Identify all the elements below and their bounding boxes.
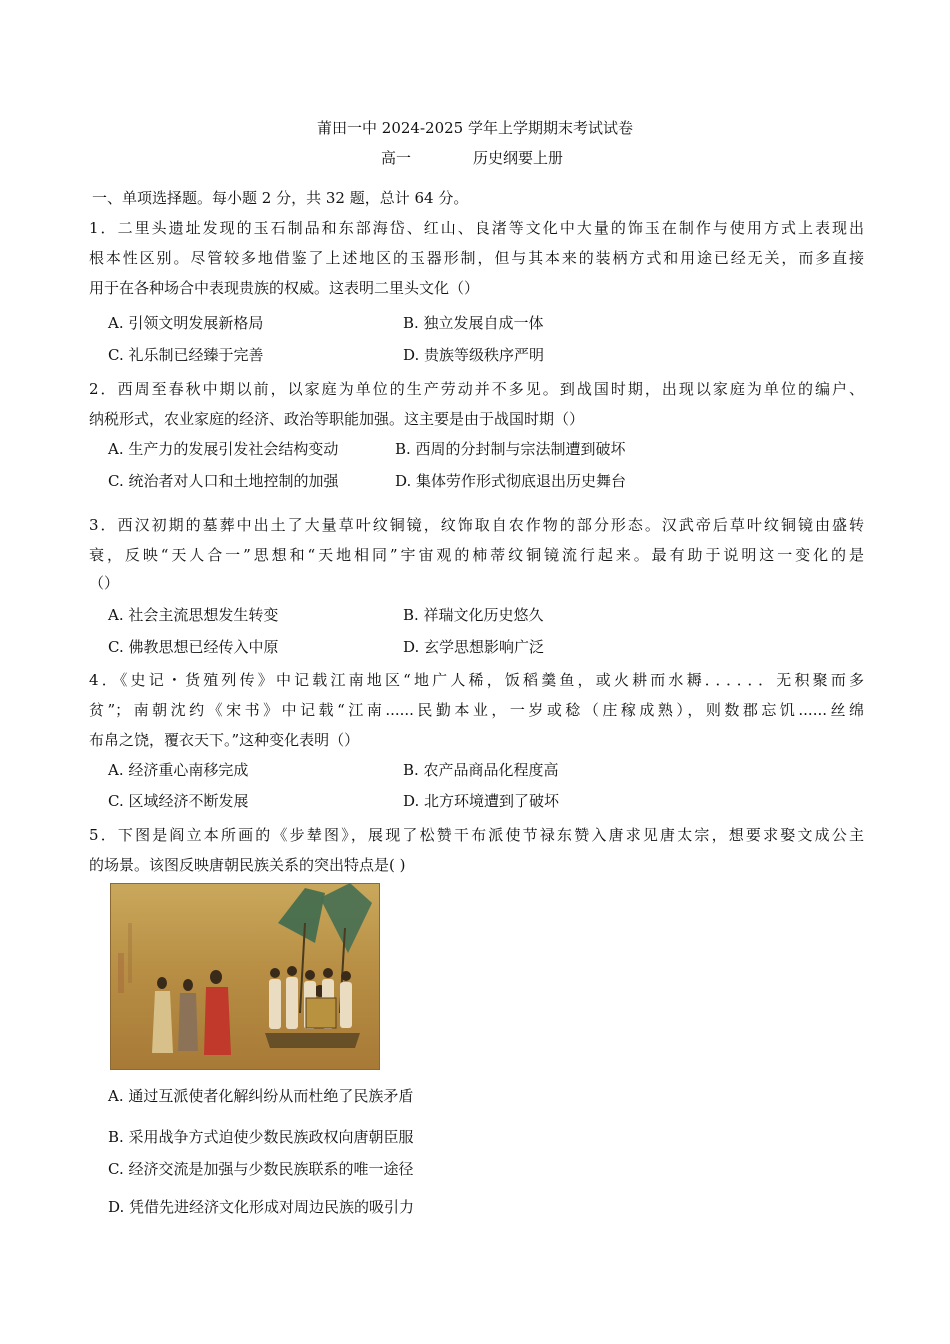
question-text-line: 用于在各种场合中表现贵族的权威。这表明二里头文化（）	[89, 279, 480, 297]
subject-label: 历史纲要上册	[473, 149, 564, 167]
option-b[interactable]: B. 农产品商品化程度高	[403, 761, 559, 779]
bunian-painting-image	[110, 883, 380, 1070]
question-text-line: （）	[89, 574, 120, 592]
option-a[interactable]: A. 通过互派使者化解纠纷从而杜绝了民族矛盾	[108, 1087, 414, 1105]
question-text-line: 4．《史记・货殖列传》中记载江南地区“地广人稀，饭稻羹鱼，或火耕而水耨．．．．．．无积聚而多	[89, 671, 864, 689]
option-a[interactable]: A. 经济重心南移完成	[108, 761, 249, 779]
question-text-line: 5．下图是阎立本所画的《步辇图》，展现了松赞干布派使节禄东赞入唐求见唐太宗，想要求娶文成公主	[89, 826, 864, 844]
option-c[interactable]: C. 经济交流是加强与少数民族联系的唯一途径	[108, 1160, 414, 1178]
question-text-line: 2．西周至春秋中期以前，以家庭为单位的生产劳动并不多见。到战国时期，出现以家庭为单位的编户、	[89, 380, 864, 398]
option-c[interactable]: C. 礼乐制已经臻于完善	[108, 346, 264, 364]
option-a[interactable]: A. 引领文明发展新格局	[108, 314, 264, 332]
option-a[interactable]: A. 生产力的发展引发社会结构变动	[108, 440, 339, 458]
grade-label: 高一	[381, 149, 412, 167]
option-b[interactable]: B. 独立发展自成一体	[403, 314, 544, 332]
option-d[interactable]: D. 集体劳作形式彻底退出历史舞台	[395, 472, 627, 490]
section-heading: 一、单项选择题。每小题 2 分，共 32 题，总计 64 分。	[92, 189, 469, 207]
option-c[interactable]: C. 统治者对人口和土地控制的加强	[108, 472, 339, 490]
question-text-line: 3．西汉初期的墓葬中出土了大量草叶纹铜镜，纹饰取自农作物的部分形态。汉武帝后草叶纹铜镜由盛转	[89, 516, 864, 534]
option-b[interactable]: B. 西周的分封制与宗法制遭到破坏	[395, 440, 626, 458]
option-b[interactable]: B. 采用战争方式迫使少数民族政权向唐朝臣服	[108, 1128, 414, 1146]
exam-title: 莆田一中 2024-2025 学年上学期期末考试试卷	[317, 119, 633, 137]
option-a[interactable]: A. 社会主流思想发生转变	[108, 606, 279, 624]
option-c[interactable]: C. 佛教思想已经传入中原	[108, 638, 279, 656]
question-text-line: 衰，反映“天人合一”思想和“天地相同”宇宙观的柿蒂纹铜镜流行起来。最有助于说明这一变化的是	[89, 546, 864, 564]
option-d[interactable]: D. 玄学思想影响广泛	[403, 638, 545, 656]
question-text-line: 贫”；南朝沈约《宋书》中记载“江南......民勤本业，一岁或稔（庄稼成熟），则数郡忘饥......丝绵	[89, 701, 864, 719]
question-text-line: 的场景。该图反映唐朝民族关系的突出特点是( )	[89, 856, 406, 874]
question-text-line: 1．二里头遗址发现的玉石制品和东部海岱、红山、良渚等文化中大量的饰玉在制作与使用方式上表现出	[89, 219, 864, 237]
painting-illustration	[110, 883, 380, 1070]
option-d[interactable]: D. 北方环境遭到了破坏	[403, 792, 560, 810]
question-text-line: 根本性区别。尽管较多地借鉴了上述地区的玉器形制，但与其本来的装柄方式和用途已经无关，而多直接	[89, 249, 864, 267]
option-d[interactable]: D. 凭借先进经济文化形成对周边民族的吸引力	[108, 1198, 415, 1216]
option-b[interactable]: B. 祥瑞文化历史悠久	[403, 606, 544, 624]
question-text-line: 布帛之饶，覆衣天下。”这种变化表明（）	[89, 731, 360, 749]
option-d[interactable]: D. 贵族等级秩序严明	[403, 346, 545, 364]
option-c[interactable]: C. 区域经济不断发展	[108, 792, 249, 810]
question-text-line: 纳税形式，农业家庭的经济、政治等职能加强。这主要是由于战国时期（）	[89, 410, 585, 428]
